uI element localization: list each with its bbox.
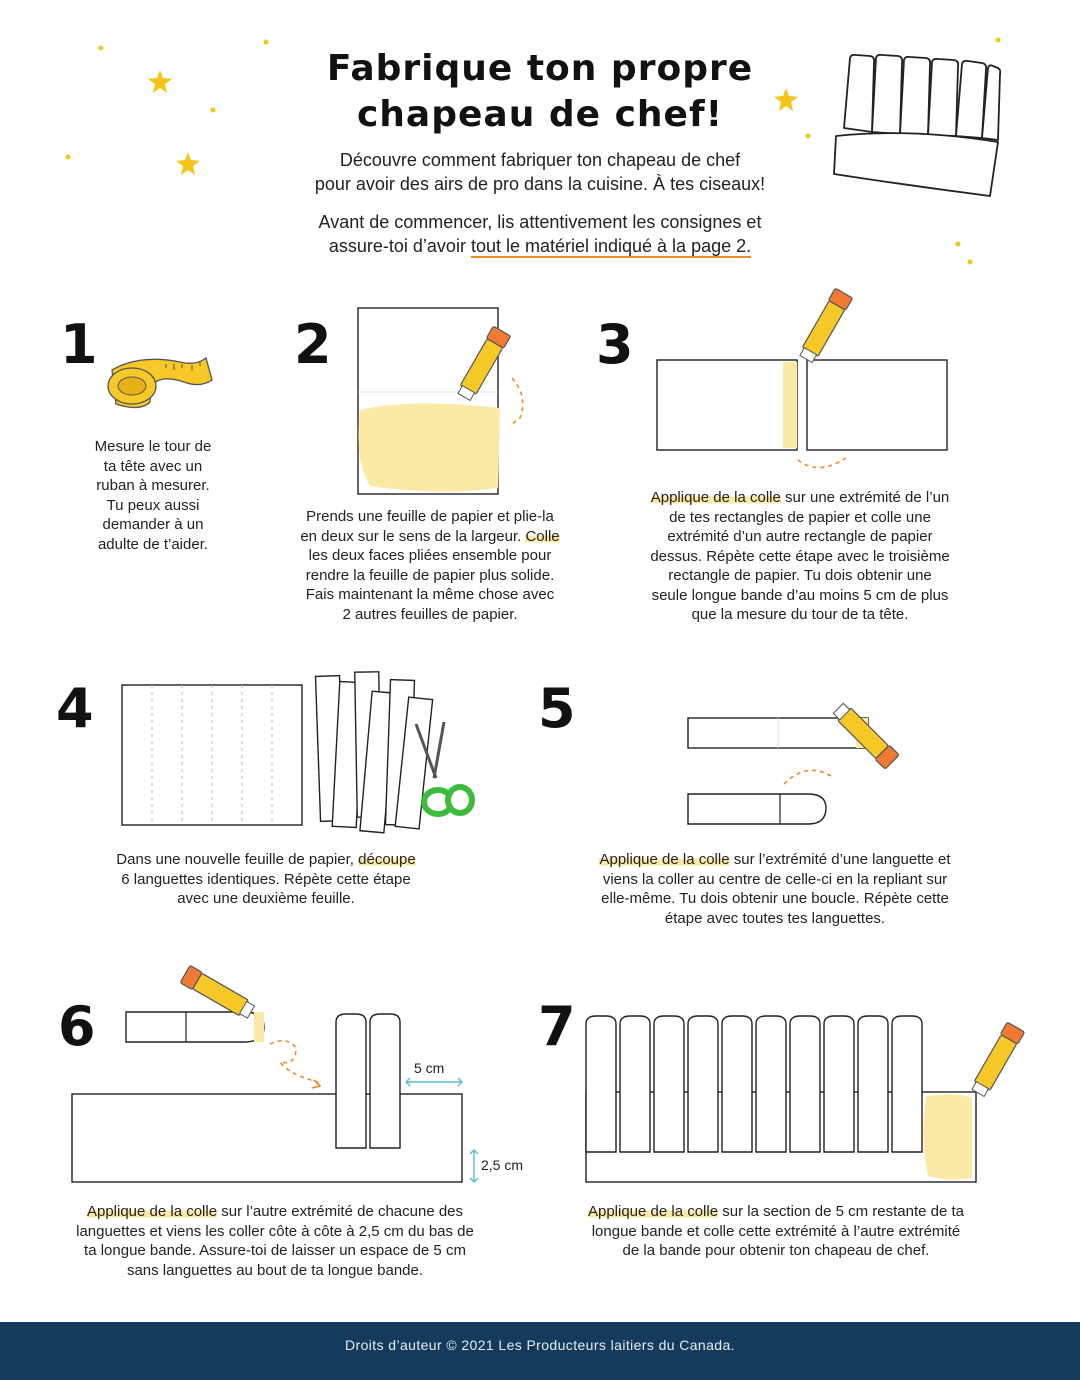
strips-on-band-illustration: [64, 970, 544, 1180]
strip-loop-illustration: [680, 660, 900, 830]
glue-highlight: Colle: [525, 527, 560, 545]
glue-highlight: Applique de la colle: [86, 1203, 218, 1220]
label-2-5cm: 2,5 cm: [481, 1157, 524, 1173]
step-3-number: 3: [596, 313, 634, 376]
step-1-number: 1: [60, 313, 98, 376]
paper-fold-illustration: [350, 300, 550, 500]
star-icon: [176, 152, 200, 175]
star-icon: [148, 70, 172, 93]
step-2-text: Prends une feuille de papier et plie-la en deux sur le sens de la largeur. Colle les deux faces pliées ensemble pour rendre la feuille de papier plus solide. Fais maintenant la même chose avec 2 autres feuilles de papier.: [300, 508, 560, 623]
page-title: Fabrique ton propre chapeau de chef!: [326, 48, 754, 135]
label-5cm: 5 cm: [414, 1060, 445, 1076]
step-6-text: Applique de la colle sur l’autre extrémité de chacune des languettes et viens les coller côte à côte à 2,5 cm du bas de ta longue bande. Assure-toi de laisser un espace de 5 cm sans languettes au bout de ta longue bande.: [76, 1203, 474, 1279]
step-4-number: 4: [56, 677, 94, 740]
step-3-text: Applique de la colle sur une extrémité de l’un de tes rectangles de papier et colle une extrémité d’un autre rectangle de papier dessus. Répète cette étape avec le troisième rectangle de papier. Tu dois obtenir une seule longue bande d’au moins 5 cm de plus que la mesure du tour de ta tête.: [650, 489, 950, 623]
glue-highlight: Applique de la colle: [599, 851, 730, 868]
step-4-text: Dans une nouvelle feuille de papier, découpe 6 languettes identiques. Répète cette étape avec une deuxième feuille.: [116, 851, 416, 907]
step-2-number: 2: [294, 313, 332, 376]
step-6-number: 6: [58, 995, 96, 1058]
step-1-text: Mesure le tour de ta tête avec un ruban à mesurer. Tu peux aussi demander à un adulte de t’aider.: [94, 438, 212, 553]
step-5-text: Applique de la colle sur l’extrémité d’une languette et viens la coller au centre de celle-ci en la repliant sur elle-même. Tu dois obtenir une boucle. Répète cette étape avec toutes tes languettes.: [599, 851, 951, 927]
copyright-footer: Droits d’auteur © 2021 Les Producteurs laitiers du Canada.: [0, 1322, 1080, 1380]
materials-link[interactable]: tout le matériel indiqué à la page 2.: [470, 236, 752, 256]
glue-highlight: Applique de la colle: [650, 489, 781, 506]
chef-hat-illustration: [832, 46, 1012, 206]
cut-highlight: découpe: [358, 851, 416, 868]
intro-paragraph-2: Avant de commencer, lis attentivement les consignes et assure-toi d’avoir tout le matériel indiqué à la page 2.: [318, 212, 762, 256]
finished-band-illustration: [580, 1000, 1060, 1200]
step-7-number: 7: [538, 995, 576, 1058]
step-5-number: 5: [538, 677, 576, 740]
glue-highlight: Applique de la colle: [587, 1203, 719, 1220]
star-icon: [774, 88, 798, 111]
paper-rectangles-illustration: [650, 280, 960, 480]
paper-strips-illustration: [116, 660, 496, 840]
step-7-text: Applique de la colle sur la section de 5 cm restante de ta longue bande et colle cette extrémité à l’autre extrémité de la bande pour obtenir ton chapeau de chef.: [587, 1203, 965, 1259]
measuring-tape-illustration: [100, 352, 230, 422]
intro-paragraph-1: Découvre comment fabriquer ton chapeau de chef pour avoir des airs de pro dans la cuisine. À tes ciseaux!: [314, 150, 766, 194]
